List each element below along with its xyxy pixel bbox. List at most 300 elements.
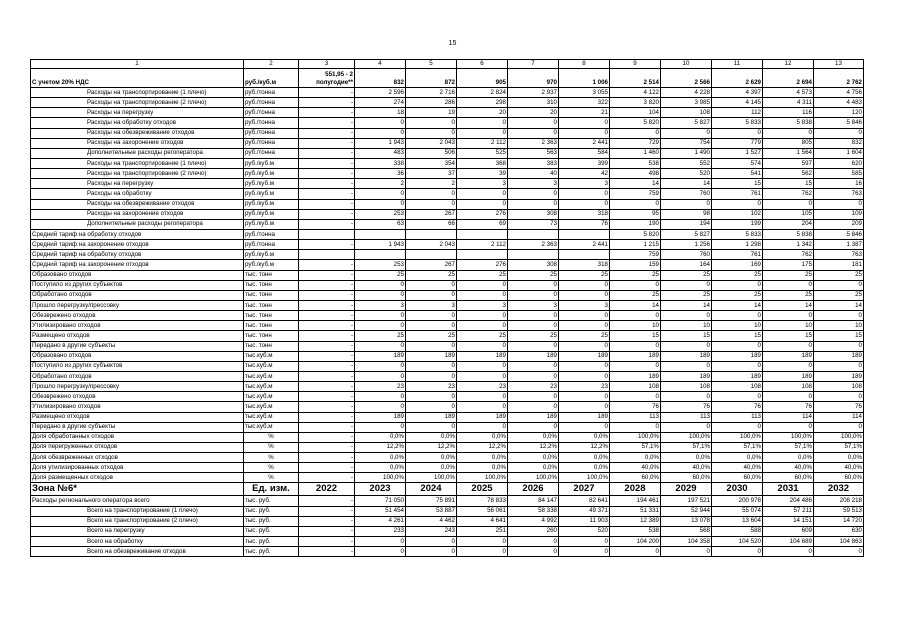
value-cell: 100,0%: [712, 432, 763, 442]
value-cell: 2026: [508, 483, 559, 496]
value-cell: 0: [457, 199, 508, 209]
table-row: [31, 422, 864, 432]
value-cell: 0: [763, 199, 814, 209]
value-cell: 189: [406, 351, 457, 361]
value-cell: 0: [610, 128, 661, 138]
value-cell: 0: [712, 341, 763, 351]
unit-cell: руб./куб.м: [244, 158, 299, 168]
row-label: Расходы регионального оператора всего: [31, 496, 244, 506]
value-cell: 0,0%: [406, 463, 457, 473]
value-cell: 25: [661, 270, 712, 280]
value-cell: 1 298: [712, 240, 763, 250]
value-cell: 0: [559, 392, 610, 402]
value-cell: [457, 250, 508, 260]
base-year-cell: -: [299, 402, 355, 412]
unit-cell: руб./тонна: [244, 118, 299, 128]
column-number: 5: [406, 60, 457, 69]
value-cell: 286: [406, 98, 457, 108]
value-cell: 2 441: [559, 138, 610, 148]
row-label: Размещено отходов: [31, 331, 244, 341]
row-label: Расходы на обезвреживание отходов: [31, 128, 244, 138]
value-cell: 52 944: [661, 506, 712, 516]
base-year-cell: -: [299, 371, 355, 381]
row-label: Доля обезвреженных отходов: [31, 453, 244, 463]
table-row: [31, 392, 864, 402]
value-cell: 60,0%: [661, 473, 712, 483]
value-cell: 23: [457, 382, 508, 392]
unit-cell: тыс. тонн: [244, 300, 299, 310]
base-year-cell: -: [299, 382, 355, 392]
unit-cell: тыс.куб.м: [244, 351, 299, 361]
unit-cell: тыс. руб.: [244, 516, 299, 526]
unit-cell: тыс. руб.: [244, 496, 299, 506]
row-label: Расходы на перегрузку: [31, 108, 244, 118]
value-cell: 0: [457, 128, 508, 138]
value-cell: 189: [661, 371, 712, 381]
value-cell: 19: [406, 108, 457, 118]
value-cell: 0,0%: [712, 453, 763, 463]
unit-cell: руб./тонна: [244, 98, 299, 108]
value-cell: 12,2%: [457, 442, 508, 452]
value-cell: 16: [814, 179, 864, 189]
value-cell: 0: [355, 311, 406, 321]
value-cell: 0: [406, 128, 457, 138]
value-cell: 76: [763, 402, 814, 412]
unit-cell: тыс.куб.м: [244, 361, 299, 371]
value-cell: 189: [814, 351, 864, 361]
row-label: Образовано отходов: [31, 351, 244, 361]
table-row: [31, 148, 864, 158]
value-cell: 0: [508, 311, 559, 321]
value-cell: 104: [610, 108, 661, 118]
value-cell: 0: [559, 361, 610, 371]
value-cell: 116: [763, 108, 814, 118]
row-label: Всего на транспортирование (1 плечо): [31, 506, 244, 516]
value-cell: 0: [763, 361, 814, 371]
value-cell: 0: [406, 547, 457, 557]
value-cell: 14: [610, 300, 661, 310]
value-cell: 25: [355, 331, 406, 341]
value-cell: 189: [712, 371, 763, 381]
unit-cell: тыс. тонн: [244, 331, 299, 341]
value-cell: 0: [457, 321, 508, 331]
value-cell: 2 566: [661, 69, 712, 88]
table-row: [31, 300, 864, 310]
value-cell: 169: [712, 260, 763, 270]
value-cell: 0: [559, 422, 610, 432]
base-year-cell: [299, 229, 355, 239]
value-cell: 0: [712, 361, 763, 371]
value-cell: 253: [355, 260, 406, 270]
base-year-cell: -: [299, 98, 355, 108]
value-cell: 2029: [661, 483, 712, 496]
value-cell: 585: [814, 169, 864, 179]
value-cell: 0: [355, 361, 406, 371]
value-cell: 25: [457, 331, 508, 341]
value-cell: 2 762: [814, 69, 864, 88]
value-cell: 204 486: [763, 496, 814, 506]
value-cell: 754: [661, 138, 712, 148]
table-row: [31, 229, 864, 239]
value-cell: 368: [457, 158, 508, 168]
value-cell: 0: [763, 128, 814, 138]
value-cell: 0: [406, 290, 457, 300]
value-cell: 0,0%: [355, 453, 406, 463]
value-cell: 0: [559, 371, 610, 381]
unit-cell: тыс. руб.: [244, 537, 299, 547]
value-cell: 108: [661, 382, 712, 392]
value-cell: 0: [814, 199, 864, 209]
value-cell: 14: [712, 300, 763, 310]
table-row: [31, 516, 864, 526]
value-cell: 905: [457, 69, 508, 88]
value-cell: 104 520: [712, 537, 763, 547]
value-cell: 1 564: [763, 148, 814, 158]
value-cell: 1 943: [355, 240, 406, 250]
column-number: 4: [355, 60, 406, 69]
value-cell: 0: [355, 189, 406, 199]
row-label: Доля утилизированных отходов: [31, 463, 244, 473]
table-row: [31, 331, 864, 341]
value-cell: 4 261: [355, 516, 406, 526]
value-cell: 0: [712, 199, 763, 209]
value-cell: 0: [406, 361, 457, 371]
value-cell: 189: [355, 351, 406, 361]
row-label: Расходы на захоронение отходов: [31, 138, 244, 148]
table-row: [31, 473, 864, 483]
row-label: Прошло перегрузку/прессовку: [31, 382, 244, 392]
unit-cell: руб./куб.м: [244, 209, 299, 219]
value-cell: 13 078: [661, 516, 712, 526]
table-row: [31, 496, 864, 506]
value-cell: 0: [814, 361, 864, 371]
value-cell: 498: [610, 169, 661, 179]
value-cell: 2023: [355, 483, 406, 496]
value-cell: 10: [763, 321, 814, 331]
value-cell: 55 074: [712, 506, 763, 516]
column-number: 1: [31, 60, 244, 69]
value-cell: 2 629: [712, 69, 763, 88]
value-cell: 552: [661, 158, 712, 168]
row-label: Доля обработанных отходов: [31, 432, 244, 442]
table-row: [31, 382, 864, 392]
column-number: 7: [508, 60, 559, 69]
base-year-cell: -: [299, 270, 355, 280]
value-cell: 0: [355, 547, 406, 557]
value-cell: 14: [661, 179, 712, 189]
value-cell: 0,0%: [457, 453, 508, 463]
value-cell: 0: [406, 118, 457, 128]
value-cell: 0: [661, 311, 712, 321]
value-cell: 0: [457, 392, 508, 402]
unit-cell: %: [244, 463, 299, 473]
value-cell: 0,0%: [559, 453, 610, 463]
value-cell: 1 256: [661, 240, 712, 250]
value-cell: 0: [457, 118, 508, 128]
value-cell: 0: [559, 321, 610, 331]
value-cell: 39: [457, 169, 508, 179]
table-row: [31, 432, 864, 442]
value-cell: 59 513: [814, 506, 864, 516]
table-row: [31, 240, 864, 250]
value-cell: 10: [814, 321, 864, 331]
value-cell: 0: [508, 189, 559, 199]
value-cell: 71 050: [355, 496, 406, 506]
value-cell: 73: [508, 219, 559, 229]
value-cell: 0: [661, 361, 712, 371]
base-year-cell: -: [299, 158, 355, 168]
row-label: Поступило из других субъектов: [31, 280, 244, 290]
value-cell: 0: [661, 199, 712, 209]
value-cell: 12,2%: [406, 442, 457, 452]
value-cell: 832: [355, 69, 406, 88]
base-year-cell: -: [299, 463, 355, 473]
value-cell: 2 112: [457, 240, 508, 250]
value-cell: 0: [712, 392, 763, 402]
value-cell: 40,0%: [610, 463, 661, 473]
value-cell: 10: [661, 321, 712, 331]
value-cell: 0: [814, 341, 864, 351]
unit-cell: руб./тонна: [244, 128, 299, 138]
value-cell: 189: [610, 351, 661, 361]
value-cell: 57,1%: [712, 442, 763, 452]
unit-cell: тыс.куб.м: [244, 422, 299, 432]
value-cell: 3: [559, 179, 610, 189]
table-row: [31, 371, 864, 381]
value-cell: 0: [559, 311, 610, 321]
base-year-cell: -: [299, 506, 355, 516]
table-row: [31, 402, 864, 412]
value-cell: 4 483: [814, 98, 864, 108]
value-cell: 14 720: [814, 516, 864, 526]
value-cell: 5 827: [661, 118, 712, 128]
value-cell: 189: [763, 351, 814, 361]
value-cell: 100,0%: [406, 473, 457, 483]
value-cell: 40,0%: [661, 463, 712, 473]
value-cell: 104 863: [814, 537, 864, 547]
row-label: Доля перегруженных отходов: [31, 442, 244, 452]
base-year-cell: -: [299, 496, 355, 506]
value-cell: 189: [559, 351, 610, 361]
value-cell: 60,0%: [763, 473, 814, 483]
value-cell: 5 833: [712, 229, 763, 239]
value-cell: 102: [712, 209, 763, 219]
value-cell: 12,2%: [355, 442, 406, 452]
value-cell: 0: [712, 422, 763, 432]
value-cell: 0: [508, 290, 559, 300]
value-cell: 354: [406, 158, 457, 168]
table-row: [31, 138, 864, 148]
value-cell: 108: [712, 382, 763, 392]
base-year-cell: -: [299, 537, 355, 547]
value-cell: 0,0%: [508, 432, 559, 442]
value-cell: 159: [610, 260, 661, 270]
value-cell: 5 827: [661, 229, 712, 239]
base-year-cell: -: [299, 321, 355, 331]
base-year-cell: -: [299, 516, 355, 526]
value-cell: 15: [763, 331, 814, 341]
value-cell: 5 820: [610, 118, 661, 128]
row-label: Всего на транспортирование (2 плечо): [31, 516, 244, 526]
unit-cell: тыс. тонн: [244, 280, 299, 290]
value-cell: 105: [763, 209, 814, 219]
value-cell: 0: [355, 321, 406, 331]
value-cell: 189: [661, 351, 712, 361]
base-year-cell: -: [299, 138, 355, 148]
value-cell: 620: [814, 158, 864, 168]
value-cell: 3: [559, 300, 610, 310]
base-year-cell: -: [299, 209, 355, 219]
row-label: Передано в другие субъекты: [31, 341, 244, 351]
value-cell: 112: [712, 108, 763, 118]
value-cell: 0: [508, 341, 559, 351]
value-cell: 276: [457, 260, 508, 270]
value-cell: 21: [559, 108, 610, 118]
value-cell: 114: [763, 412, 814, 422]
value-cell: 200 978: [712, 496, 763, 506]
value-cell: 199: [712, 219, 763, 229]
value-cell: 25: [559, 331, 610, 341]
unit-cell: тыс.куб.м: [244, 402, 299, 412]
value-cell: [559, 250, 610, 260]
value-cell: 0: [508, 280, 559, 290]
row-label: Дополнительные расходы регоператора: [31, 148, 244, 158]
value-cell: 5 820: [610, 229, 661, 239]
value-cell: [508, 229, 559, 239]
value-cell: 4 311: [763, 98, 814, 108]
value-cell: 318: [559, 260, 610, 270]
table-row: [31, 290, 864, 300]
value-cell: 0,0%: [406, 432, 457, 442]
value-cell: 267: [406, 260, 457, 270]
table-row: [31, 88, 864, 98]
column-number: 9: [610, 60, 661, 69]
value-cell: 15: [712, 179, 763, 189]
value-cell: 2 824: [457, 88, 508, 98]
value-cell: 15: [661, 331, 712, 341]
value-cell: 25: [457, 270, 508, 280]
table-row: [31, 158, 864, 168]
value-cell: 0: [355, 290, 406, 300]
column-number: 3: [299, 60, 355, 69]
value-cell: 60,0%: [610, 473, 661, 483]
unit-cell: тыс.куб.м: [244, 392, 299, 402]
value-cell: 189: [814, 371, 864, 381]
value-cell: 113: [661, 412, 712, 422]
table-row: [31, 463, 864, 473]
value-cell: 0: [508, 392, 559, 402]
value-cell: 0: [457, 402, 508, 412]
value-cell: 0: [457, 280, 508, 290]
unit-cell: %: [244, 453, 299, 463]
value-cell: 76: [712, 402, 763, 412]
value-cell: 233: [355, 526, 406, 536]
value-cell: 2 716: [406, 88, 457, 98]
unit-cell: руб./куб.м: [244, 189, 299, 199]
value-cell: 189: [508, 412, 559, 422]
value-cell: 0,0%: [763, 453, 814, 463]
value-cell: 3 820: [610, 98, 661, 108]
value-cell: 0: [355, 422, 406, 432]
table-row: [31, 280, 864, 290]
value-cell: 759: [610, 189, 661, 199]
value-cell: 0: [661, 547, 712, 557]
table-row: [31, 442, 864, 452]
table-row: [31, 321, 864, 331]
value-cell: 2025: [457, 483, 508, 496]
value-cell: 5 838: [763, 118, 814, 128]
value-cell: [355, 229, 406, 239]
base-year-cell: -: [299, 311, 355, 321]
value-cell: 267: [406, 209, 457, 219]
value-cell: 520: [661, 169, 712, 179]
value-cell: 763: [814, 189, 864, 199]
row-label: Всего на перегрузку: [31, 526, 244, 536]
unit-cell: руб./куб.м: [244, 199, 299, 209]
value-cell: 76: [661, 402, 712, 412]
value-cell: 108: [814, 382, 864, 392]
value-cell: 0: [457, 422, 508, 432]
value-cell: 51 331: [610, 506, 661, 516]
base-year-cell: -: [299, 260, 355, 270]
base-year-cell: -: [299, 341, 355, 351]
value-cell: 0: [406, 311, 457, 321]
value-cell: 0: [355, 128, 406, 138]
unit-cell: руб./куб.м: [244, 69, 299, 88]
table-row: [31, 341, 864, 351]
value-cell: 2 694: [763, 69, 814, 88]
table-row: [31, 179, 864, 189]
value-cell: 0,0%: [610, 453, 661, 463]
value-cell: 310: [508, 98, 559, 108]
base-year-cell: -: [299, 331, 355, 341]
unit-cell: тыс.куб.м: [244, 412, 299, 422]
value-cell: 0: [406, 402, 457, 412]
row-label: Обезврежено отходов: [31, 311, 244, 321]
value-cell: 0,0%: [457, 432, 508, 442]
value-cell: 2 441: [559, 240, 610, 250]
value-cell: 322: [559, 98, 610, 108]
value-cell: 0: [610, 341, 661, 351]
value-cell: 100,0%: [457, 473, 508, 483]
value-cell: 0: [559, 189, 610, 199]
value-cell: 18: [355, 108, 406, 118]
value-cell: 5 846: [814, 229, 864, 239]
value-cell: 25: [406, 331, 457, 341]
value-cell: 562: [763, 169, 814, 179]
value-cell: 25: [814, 270, 864, 280]
table-row: [31, 250, 864, 260]
value-cell: 0: [559, 118, 610, 128]
value-cell: 2: [355, 179, 406, 189]
page-number: 15: [448, 40, 457, 47]
base-year-cell: -: [299, 240, 355, 250]
value-cell: 0: [610, 422, 661, 432]
value-cell: 57,1%: [661, 442, 712, 452]
base-year-cell: -: [299, 547, 355, 557]
base-year-cell: -: [299, 412, 355, 422]
value-cell: 872: [406, 69, 457, 88]
unit-cell: руб./куб.м: [244, 219, 299, 229]
value-cell: 0: [508, 118, 559, 128]
unit-cell: руб./тонна: [244, 138, 299, 148]
value-cell: 0: [355, 199, 406, 209]
value-cell: 0: [457, 341, 508, 351]
row-label: Средний тариф на обработку отходов: [31, 250, 244, 260]
table-row: [31, 270, 864, 280]
value-cell: 25: [508, 270, 559, 280]
value-cell: 0: [763, 422, 814, 432]
